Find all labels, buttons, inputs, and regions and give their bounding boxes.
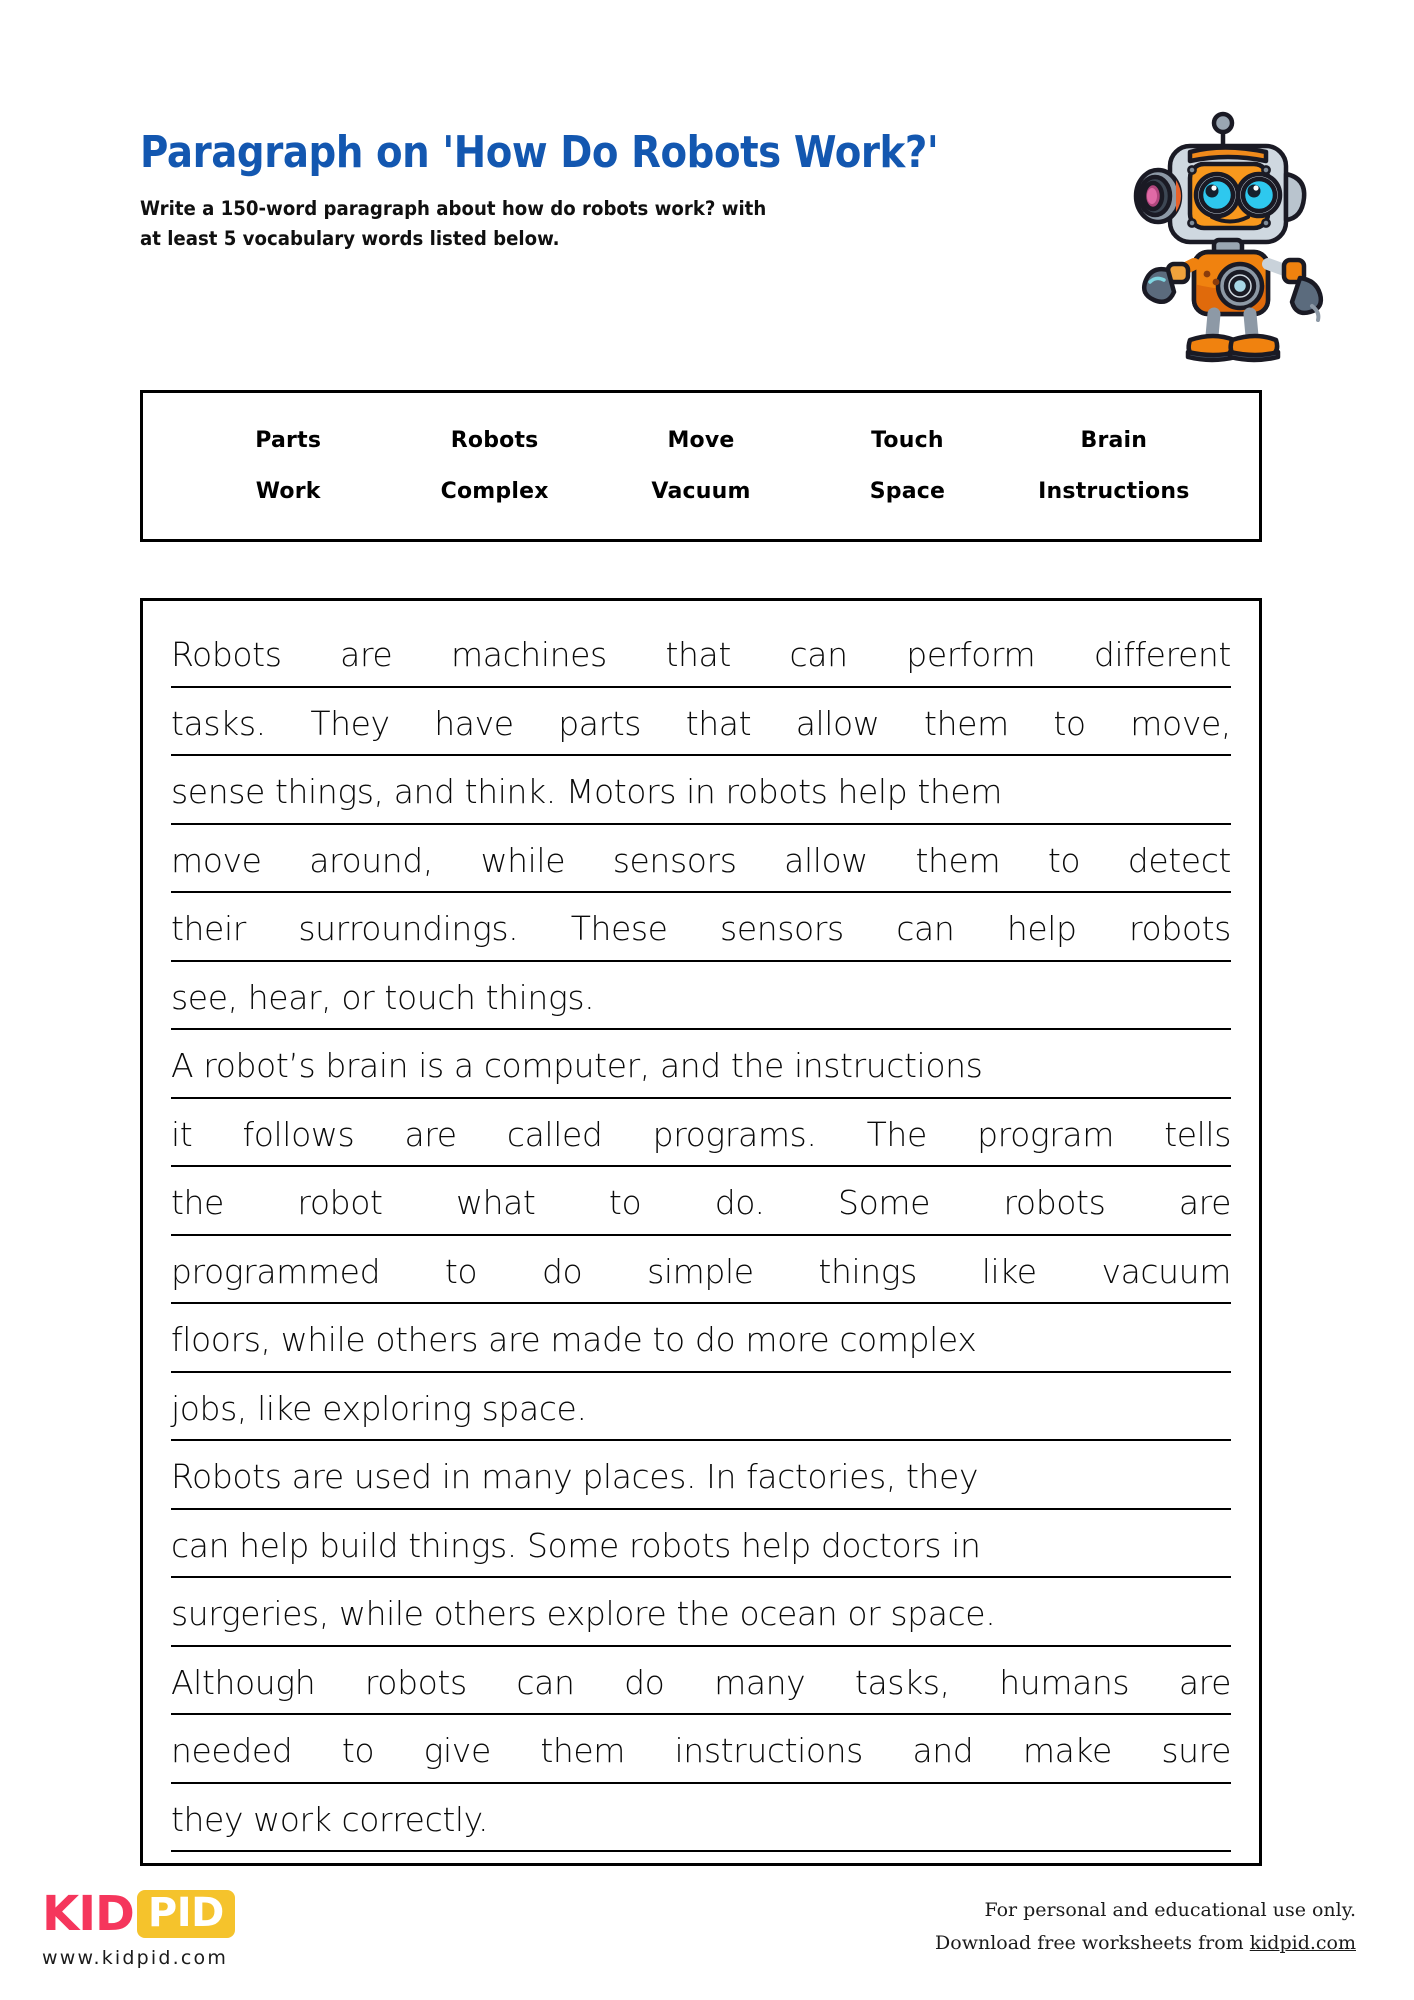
robot-mascot-icon: [1128, 108, 1338, 363]
paragraph-word: help: [1006, 909, 1077, 948]
paragraph-word: make: [1022, 1731, 1112, 1770]
paragraph-word: perform: [906, 635, 1036, 674]
paragraph-word: give: [423, 1731, 491, 1770]
paragraph-word: many: [714, 1662, 806, 1702]
paragraph-word: can: [516, 1662, 575, 1702]
paragraph-line: [171, 1510, 1231, 1579]
paragraph-word: to: [1053, 703, 1086, 743]
paragraph-word: Robots: [171, 635, 282, 674]
paragraph-word: robots: [1003, 1183, 1106, 1222]
paragraph-line: [171, 962, 1231, 1031]
paragraph-word: and: [912, 1731, 974, 1770]
logo-pid-badge: [137, 1890, 235, 1938]
paragraph-word: what: [455, 1183, 536, 1222]
vocabulary-row-1: [143, 428, 1259, 453]
paragraph-line-text: A robot’s brain is a computer, and the instructions: [171, 1046, 983, 1085]
paragraph-word: instructions: [674, 1731, 863, 1770]
paragraph-word: Some: [838, 1183, 931, 1222]
paragraph-word: Although: [171, 1662, 316, 1702]
paragraph-word: simple: [647, 1251, 754, 1291]
paragraph-line: [171, 688, 1231, 757]
usage-notice-line: For personal and educational use only.: [984, 1899, 1356, 1921]
paragraph-word: tells: [1164, 1114, 1231, 1154]
paragraph-line: [171, 1715, 1231, 1784]
worksheet-header: [140, 127, 1140, 255]
paragraph-line: [171, 1167, 1231, 1236]
kidpid-logo: [42, 1886, 382, 1969]
vocabulary-word: Touch: [871, 428, 944, 453]
brand-url-text: www.kidpid.com: [42, 1947, 229, 1969]
paragraph-word: to: [341, 1731, 375, 1770]
paragraph-word: do.: [714, 1183, 765, 1222]
paragraph-word: that: [665, 635, 731, 674]
worksheet-instructions: [140, 194, 1070, 254]
paragraph-word: the: [171, 1183, 224, 1222]
vocabulary-row-2: [143, 479, 1259, 504]
paragraph-line-text: surgeries, while others explore the ocean or space.: [171, 1594, 996, 1633]
paragraph-word: tasks,: [854, 1662, 950, 1702]
paragraph-word: while: [480, 840, 566, 880]
paragraph-word: vacuum: [1101, 1251, 1231, 1291]
vocabulary-word: Work: [255, 479, 321, 504]
paragraph-word: can: [789, 635, 848, 674]
logo-kid-text: KID: [42, 1886, 134, 1942]
paragraph-word: robots: [1129, 909, 1231, 948]
vocabulary-word: Complex: [440, 479, 549, 504]
paragraph-answer-box[interactable]: [140, 598, 1262, 1866]
paragraph-word: detect: [1127, 840, 1231, 880]
paragraph-word: program: [977, 1114, 1114, 1154]
paragraph-word: move,: [1130, 703, 1231, 743]
paragraph-word: humans: [999, 1662, 1130, 1702]
paragraph-word: called: [506, 1114, 603, 1154]
paragraph-word: to: [608, 1183, 642, 1222]
paragraph-word: parts: [558, 703, 642, 743]
paragraph-word: follows: [242, 1114, 355, 1154]
vocabulary-word: Vacuum: [651, 479, 751, 504]
download-notice-prefix: Download free worksheets from: [935, 1932, 1250, 1955]
paragraph-word: different: [1093, 635, 1231, 674]
paragraph-word: programmed: [171, 1251, 381, 1291]
instruction-line-2: at least 5 vocabulary words listed below.: [140, 227, 560, 251]
paragraph-word: to: [1047, 840, 1081, 880]
vocabulary-word: Space: [869, 479, 946, 504]
paragraph-line: [171, 1784, 1231, 1853]
paragraph-line: [171, 1030, 1231, 1099]
paragraph-word: them: [915, 840, 1001, 880]
logo-wordmark: [42, 1886, 382, 1942]
paragraph-word: needed: [171, 1731, 293, 1770]
paragraph-word: The: [866, 1114, 927, 1154]
paragraph-word: are: [404, 1114, 457, 1154]
paragraph-line-text: jobs, like exploring space.: [171, 1388, 587, 1428]
paragraph-word: like: [981, 1251, 1037, 1291]
paragraph-word: them: [540, 1731, 626, 1770]
paragraph-line-text: Robots are used in many places. In factories, they: [171, 1457, 979, 1496]
paragraph-word: to: [444, 1251, 478, 1291]
vocabulary-word: Instructions: [1038, 479, 1190, 504]
paragraph-line-text: floors, while others are made to do more complex: [171, 1320, 977, 1359]
download-notice-line: [935, 1927, 1356, 1960]
paragraph-word: are: [1178, 1183, 1231, 1222]
instruction-line-1: Write a 150-word paragraph about how do robots work? with: [140, 197, 767, 221]
paragraph-word: move: [171, 840, 262, 880]
paragraph-line: [171, 825, 1231, 894]
footer-notice: [935, 1894, 1356, 1961]
page-title: Paragraph on 'How Do Robots Work?': [140, 127, 939, 178]
logo-pid-text: PID: [147, 1890, 224, 1936]
vocabulary-word: Brain: [1080, 428, 1148, 453]
page-footer: [0, 1880, 1414, 2000]
vocabulary-word: Robots: [450, 428, 539, 453]
paragraph-line: [171, 1647, 1231, 1716]
paragraph-word: them: [924, 703, 1009, 743]
vocabulary-word: Parts: [255, 428, 322, 453]
paragraph-word: surroundings.: [298, 909, 519, 948]
paragraph-line: [171, 1236, 1231, 1305]
paragraph-word: it: [171, 1114, 193, 1154]
kidpid-link[interactable]: kidpid.com: [1249, 1932, 1356, 1955]
paragraph-word: can: [896, 909, 955, 948]
vocabulary-word-box: [140, 390, 1262, 542]
paragraph-word: machines: [451, 635, 607, 674]
paragraph-word: programs.: [652, 1114, 817, 1154]
paragraph-line: [171, 619, 1231, 688]
paragraph-word: allow: [784, 840, 868, 880]
paragraph-line-text: sense things, and think. Motors in robots help them: [171, 772, 1003, 811]
paragraph-word: sensors: [612, 840, 737, 880]
vocabulary-word: Move: [667, 428, 735, 453]
paragraph-word: things: [818, 1251, 917, 1291]
paragraph-word: are: [1178, 1662, 1231, 1702]
paragraph-word: robot: [297, 1183, 383, 1222]
paragraph-line: [171, 893, 1231, 962]
paragraph-line-text: see, hear, or touch things.: [171, 977, 595, 1017]
paragraph-word: do: [624, 1662, 665, 1702]
paragraph-line: [171, 1373, 1231, 1442]
paragraph-line: [171, 1304, 1231, 1373]
paragraph-word: allow: [795, 703, 880, 743]
paragraph-word: that: [685, 703, 752, 743]
paragraph-word: They: [310, 703, 390, 743]
paragraph-word: sure: [1161, 1731, 1231, 1770]
paragraph-word: are: [340, 635, 393, 674]
paragraph-text: [171, 619, 1231, 1852]
paragraph-word: do: [542, 1251, 583, 1291]
paragraph-line: [171, 756, 1231, 825]
paragraph-line: [171, 1099, 1231, 1168]
paragraph-line: [171, 1441, 1231, 1510]
paragraph-line-text: can help build things. Some robots help doctors in: [171, 1525, 981, 1565]
paragraph-word: their: [171, 909, 246, 948]
paragraph-word: around,: [309, 840, 433, 880]
paragraph-line-text: they work correctly.: [171, 1799, 489, 1839]
paragraph-word: tasks.: [171, 703, 266, 743]
paragraph-word: These: [570, 909, 668, 948]
paragraph-word: have: [434, 703, 514, 743]
paragraph-word: sensors: [720, 909, 844, 948]
paragraph-word: robots: [364, 1662, 467, 1702]
paragraph-line: [171, 1578, 1231, 1647]
